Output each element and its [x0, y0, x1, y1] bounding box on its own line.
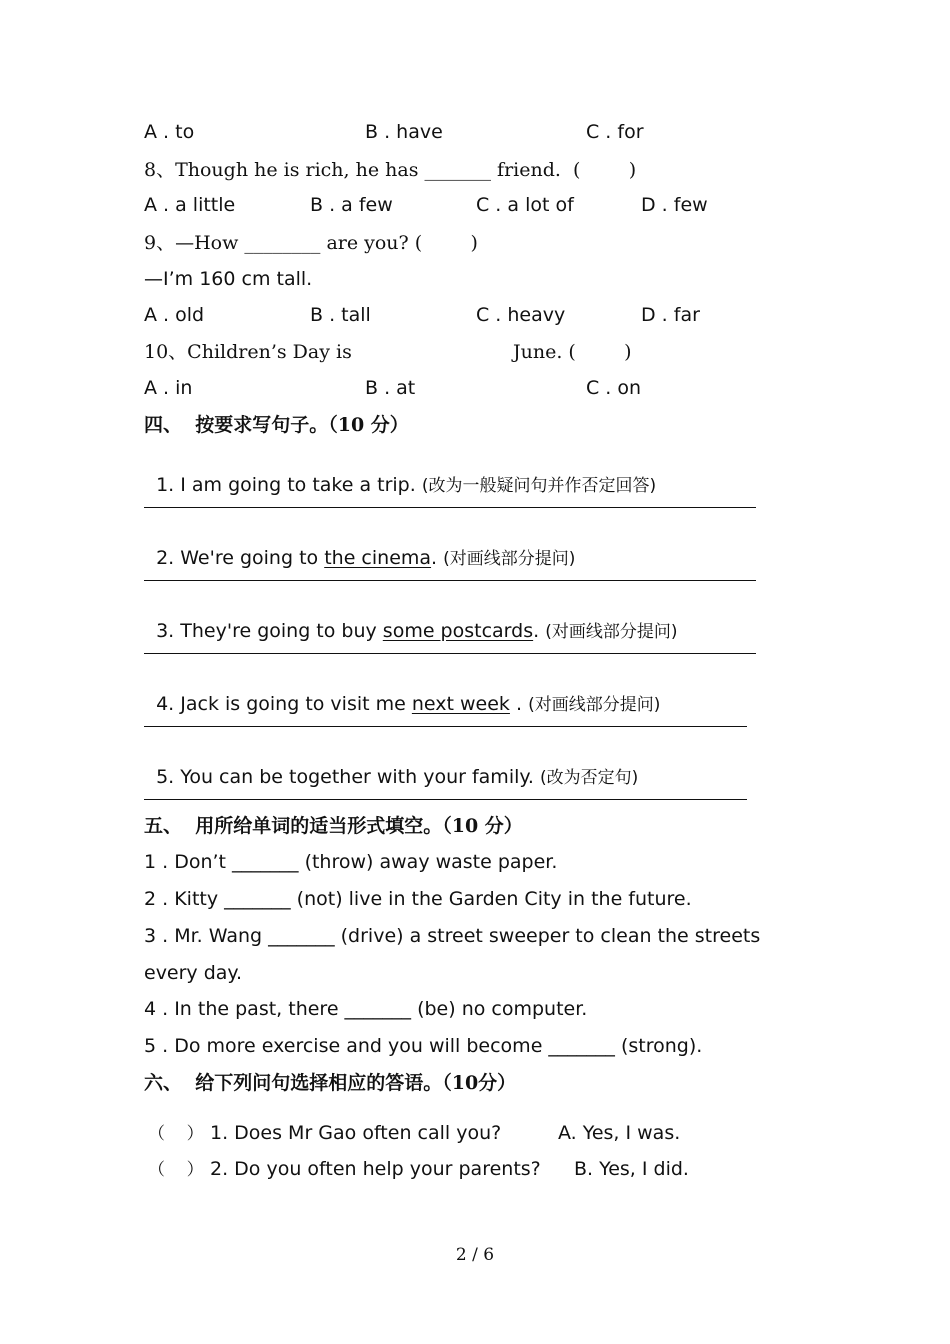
section6-question-1: 1. Does Mr Gao often call you? [210, 1122, 502, 1144]
q8-stem: 8、Though he is rich, he has _______ friend. ( ) [144, 159, 637, 181]
q7-option-c: C . for [586, 121, 644, 143]
answer-line-2[interactable] [144, 580, 756, 581]
item-instruction: (对画线部分提问) [528, 695, 661, 715]
section4-item-3 [144, 595, 677, 644]
q9-option-d: D . far [641, 304, 700, 326]
section4-item-2 [144, 522, 575, 571]
section4-item-1 [144, 449, 656, 498]
q7-option-a: A . to [144, 121, 195, 143]
answer-bracket-2[interactable]: （ ） [148, 1160, 204, 1180]
q9-option-b: B . tall [310, 304, 371, 326]
section5-line-5: 5 . Do more exercise and you will become _______ (strong). [144, 1035, 703, 1057]
item-text-end: . [533, 620, 546, 642]
item-instruction: (改为否定句) [540, 768, 639, 788]
answer-line-1[interactable] [144, 507, 756, 508]
section5-line-4: 4 . In the past, there _______ (be) no computer. [144, 998, 588, 1020]
underlined-phrase: next week [411, 693, 510, 715]
answer-bracket-1[interactable]: （ ） [148, 1124, 204, 1144]
answer-line-3[interactable] [144, 653, 756, 654]
q10-option-c: C . on [586, 377, 642, 399]
q9-stem: 9、—How ________ are you? ( ) [144, 232, 478, 254]
section6-answer-a: A. Yes, I was. [558, 1122, 681, 1144]
q8-option-b: B . a few [310, 194, 393, 216]
section5-line-3: 3 . Mr. Wang _______ (drive) a street sweeper to clean the streets [144, 925, 761, 947]
q9-answer-line: —I’m 160 cm tall. [144, 268, 313, 290]
item-instruction: (对画线部分提问) [443, 549, 576, 569]
section5-line-3-cont: every day. [144, 962, 242, 984]
section6-title: 六、 给下列问句选择相应的答语。（10分） [144, 1072, 517, 1094]
section6-answer-b: B. Yes, I did. [574, 1158, 689, 1180]
q8-option-d: D . few [641, 194, 708, 216]
section5-title: 五、 用所给单词的适当形式填空。（10 分） [144, 815, 523, 837]
q7-option-b: B . have [365, 121, 443, 143]
underlined-phrase: some postcards [382, 620, 534, 642]
item-text: 2. We're going to [156, 547, 325, 569]
section6-question-2: 2. Do you often help your parents? [210, 1158, 541, 1180]
item-instruction: (对画线部分提问) [545, 622, 678, 642]
item-text: 3. They're going to buy [156, 620, 383, 642]
section4-item-5 [144, 741, 638, 790]
q10-option-b: B . at [365, 377, 416, 399]
item-text: 4. Jack is going to visit me [156, 693, 412, 715]
q10-option-a: A . in [144, 377, 193, 399]
item-text-end: . [509, 693, 529, 715]
item-instruction: (改为一般疑问句并作否定回答) [421, 476, 657, 496]
underlined-phrase: the cinema [324, 547, 432, 569]
q9-option-a: A . old [144, 304, 205, 326]
q10-stem-start: 10、Children’s Day is [144, 341, 352, 363]
section5-line-1: 1 . Don’t _______ (throw) away waste paper. [144, 851, 558, 873]
q10-stem-end: June. ( ) [513, 341, 632, 363]
q8-option-a: A . a little [144, 194, 236, 216]
item-text: 1. I am going to take a trip. [156, 474, 422, 496]
item-text-end: . [431, 547, 444, 569]
item-text: 5. You can be together with your family. [156, 766, 540, 788]
answer-line-5[interactable] [144, 799, 747, 800]
page-number: 2 / 6 [455, 1245, 495, 1265]
section4-item-4 [144, 668, 660, 717]
q9-option-c: C . heavy [476, 304, 566, 326]
section5-line-2: 2 . Kitty _______ (not) live in the Garden City in the future. [144, 888, 692, 910]
section4-title: 四、 按要求写句子。（10 分） [144, 414, 409, 436]
q8-option-c: C . a lot of [476, 194, 574, 216]
answer-line-4[interactable] [144, 726, 747, 727]
